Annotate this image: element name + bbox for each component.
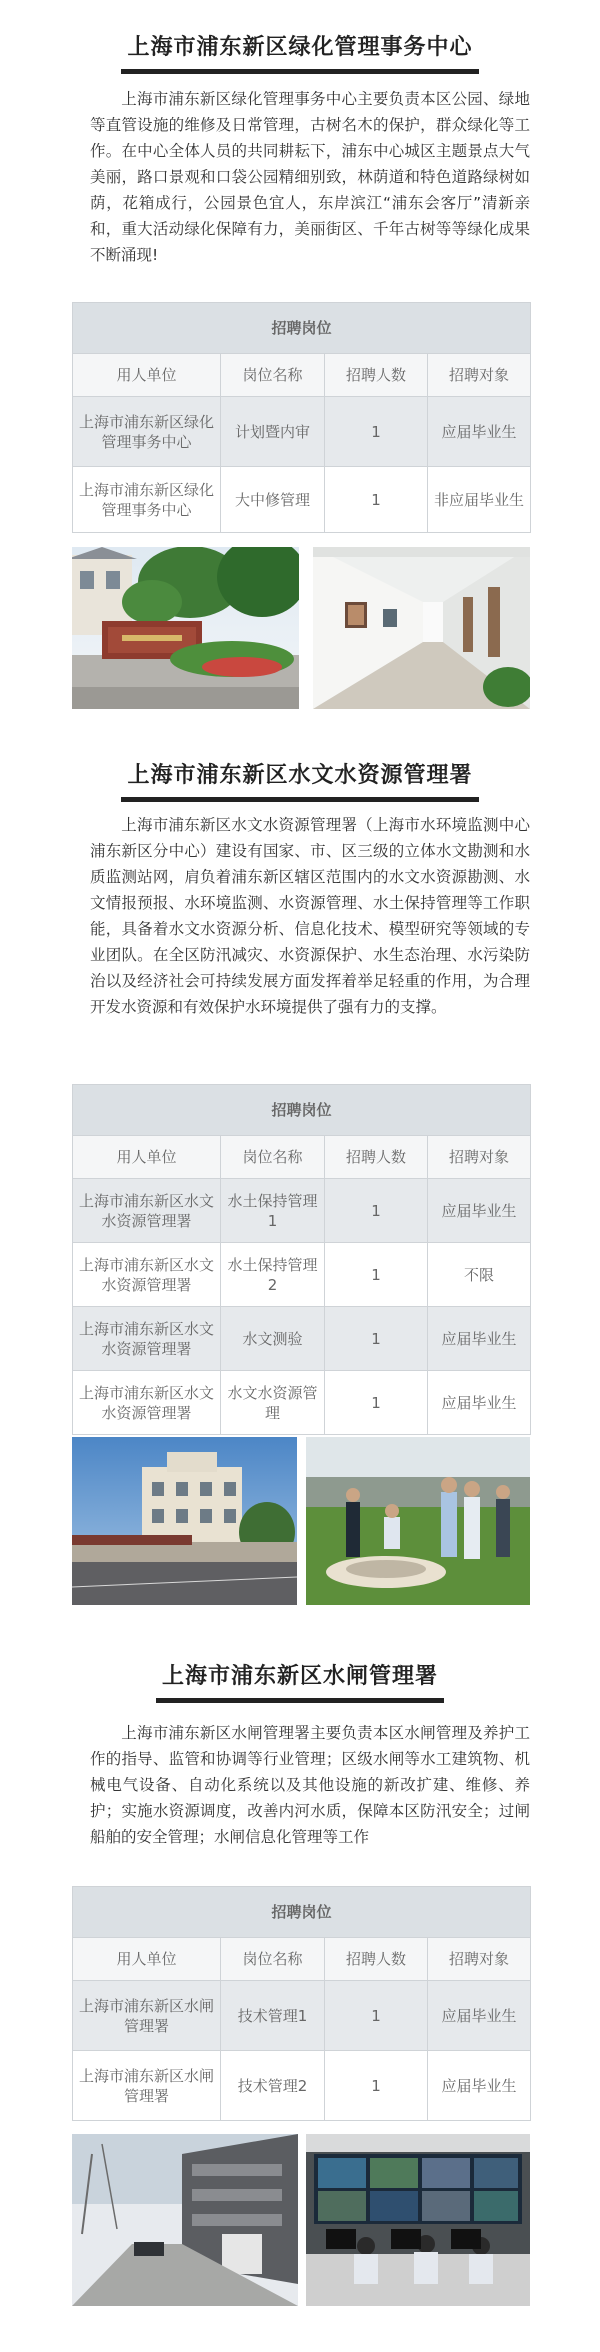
cell-position: 技术管理2 xyxy=(221,2051,325,2121)
table-row xyxy=(73,397,531,467)
section-2-jobs-table xyxy=(72,1084,531,1435)
cell-position: 水土保持管理1 xyxy=(221,1179,325,1243)
cell-position: 技术管理1 xyxy=(221,1981,325,2051)
cell-unit: 上海市浦东新区水文水资源管理署 xyxy=(73,1371,221,1435)
column-header-target: 招聘对象 xyxy=(428,1938,531,1981)
section-2-intro-block xyxy=(90,812,530,1020)
section-1-intro-block xyxy=(90,86,530,268)
cell-position: 计划暨内审 xyxy=(221,397,325,467)
section-2-title: 上海市浦东新区水文水资源管理署 xyxy=(121,761,478,802)
cell-count: 1 xyxy=(325,1179,428,1243)
cell-unit: 上海市浦东新区水文水资源管理署 xyxy=(73,1307,221,1371)
section-2-header xyxy=(0,761,600,802)
section-1-intro: 上海市浦东新区绿化管理事务中心主要负责本区公园、绿地等直管设施的维修及日常管理，古树名木的保护，群众绿化等工作。在中心全体人员的共同耕耘下，浦东中心城区主题景点大气美丽，路口景观和口袋公园精细别致，林荫道和特色道路绿树如荫，花箱成行，公园景色宜人，东岸滨江“浦东会客厅”清新亲和，重大活动绿化保障有力，美丽街区、千年古树等等绿化成果不断涌现! xyxy=(90,90,530,264)
column-header-position: 岗位名称 xyxy=(221,1136,325,1179)
cell-target: 应届毕业生 xyxy=(428,1307,531,1371)
column-header-count: 招聘人数 xyxy=(325,1136,428,1179)
section-1-title: 上海市浦东新区绿化管理事务中心 xyxy=(121,33,478,74)
column-header-count: 招聘人数 xyxy=(325,1938,428,1981)
monitoring-center-photo xyxy=(306,2134,530,2306)
table-row xyxy=(73,1981,531,2051)
cell-target: 非应届毕业生 xyxy=(428,467,531,533)
office-corridor-photo xyxy=(313,547,530,709)
cell-target: 应届毕业生 xyxy=(428,2051,531,2121)
cell-unit: 上海市浦东新区水闸管理署 xyxy=(73,2051,221,2121)
cell-unit: 上海市浦东新区绿化管理事务中心 xyxy=(73,467,221,533)
sluice-building-photo xyxy=(72,2134,298,2306)
field-inspection-photo xyxy=(306,1437,530,1605)
column-header-unit: 用人单位 xyxy=(73,354,221,397)
column-header-unit: 用人单位 xyxy=(73,1136,221,1179)
cell-target: 应届毕业生 xyxy=(428,1371,531,1435)
table-row xyxy=(73,467,531,533)
column-header-position: 岗位名称 xyxy=(221,1938,325,1981)
table-row xyxy=(73,2051,531,2121)
table-row xyxy=(73,1371,531,1435)
cell-count: 1 xyxy=(325,467,428,533)
section-3-intro-block xyxy=(90,1720,530,1850)
section-3-intro: 上海市浦东新区水闸管理署主要负责本区水闸管理及养护工作的指导、监管和协调等行业管理；区级水闸等水工建筑物、机械电气设备、自动化系统以及其他设施的新改扩建、维修、养护；实施水资源调度，改善内河水质，保障本区防汛安全；过闸船舶的安全管理；水闸信息化管理等工作 xyxy=(90,1724,530,1846)
column-header-unit: 用人单位 xyxy=(73,1938,221,1981)
column-header-count: 招聘人数 xyxy=(325,354,428,397)
section-3-title: 上海市浦东新区水闸管理署 xyxy=(156,1662,444,1703)
cell-position: 水土保持管理2 xyxy=(221,1243,325,1307)
cell-position: 大中修管理 xyxy=(221,467,325,533)
cell-unit: 上海市浦东新区水文水资源管理署 xyxy=(73,1179,221,1243)
cell-count: 1 xyxy=(325,1981,428,2051)
cell-count: 1 xyxy=(325,1243,428,1307)
table-caption: 招聘岗位 xyxy=(73,1085,531,1136)
table-row xyxy=(73,1243,531,1307)
table-caption: 招聘岗位 xyxy=(73,1887,531,1938)
column-header-target: 招聘对象 xyxy=(428,1136,531,1179)
section-3-jobs-table xyxy=(72,1886,531,2121)
cell-count: 1 xyxy=(325,397,428,467)
park-entrance-photo xyxy=(72,547,299,709)
cell-count: 1 xyxy=(325,2051,428,2121)
cell-unit: 上海市浦东新区水文水资源管理署 xyxy=(73,1243,221,1307)
table-row xyxy=(73,1307,531,1371)
table-caption: 招聘岗位 xyxy=(73,303,531,354)
cell-unit: 上海市浦东新区绿化管理事务中心 xyxy=(73,397,221,467)
cell-position: 水文测验 xyxy=(221,1307,325,1371)
section-2-intro: 上海市浦东新区水文水资源管理署（上海市水环境监测中心浦东新区分中心）建设有国家、市、区三级的立体水文勘测和水质监测站网，肩负着浦东新区辖区范围内的水文水资源勘测、水文情报预报、水环境监测、水资源管理、水土保持管理等工作职能，具备着水文水资源分析、信息化技术、模型研究等领域的专业团队。在全区防汛减灾、水资源保护、水生态治理、水污染防治以及经济社会可持续发展方面发挥着举足轻重的作用，为合理开发水资源和有效保护水环境提供了强有力的支撑。 xyxy=(90,816,530,1016)
section-3-header xyxy=(0,1662,600,1703)
cell-position: 水文水资源管理 xyxy=(221,1371,325,1435)
table-row xyxy=(73,1179,531,1243)
section-1-jobs-table xyxy=(72,302,531,533)
cell-target: 不限 xyxy=(428,1243,531,1307)
cell-count: 1 xyxy=(325,1371,428,1435)
cell-target: 应届毕业生 xyxy=(428,1179,531,1243)
cell-target: 应届毕业生 xyxy=(428,397,531,467)
hydrology-building-photo xyxy=(72,1437,297,1605)
cell-target: 应届毕业生 xyxy=(428,1981,531,2051)
column-header-target: 招聘对象 xyxy=(428,354,531,397)
cell-unit: 上海市浦东新区水闸管理署 xyxy=(73,1981,221,2051)
column-header-position: 岗位名称 xyxy=(221,354,325,397)
cell-count: 1 xyxy=(325,1307,428,1371)
section-1-header xyxy=(0,33,600,74)
